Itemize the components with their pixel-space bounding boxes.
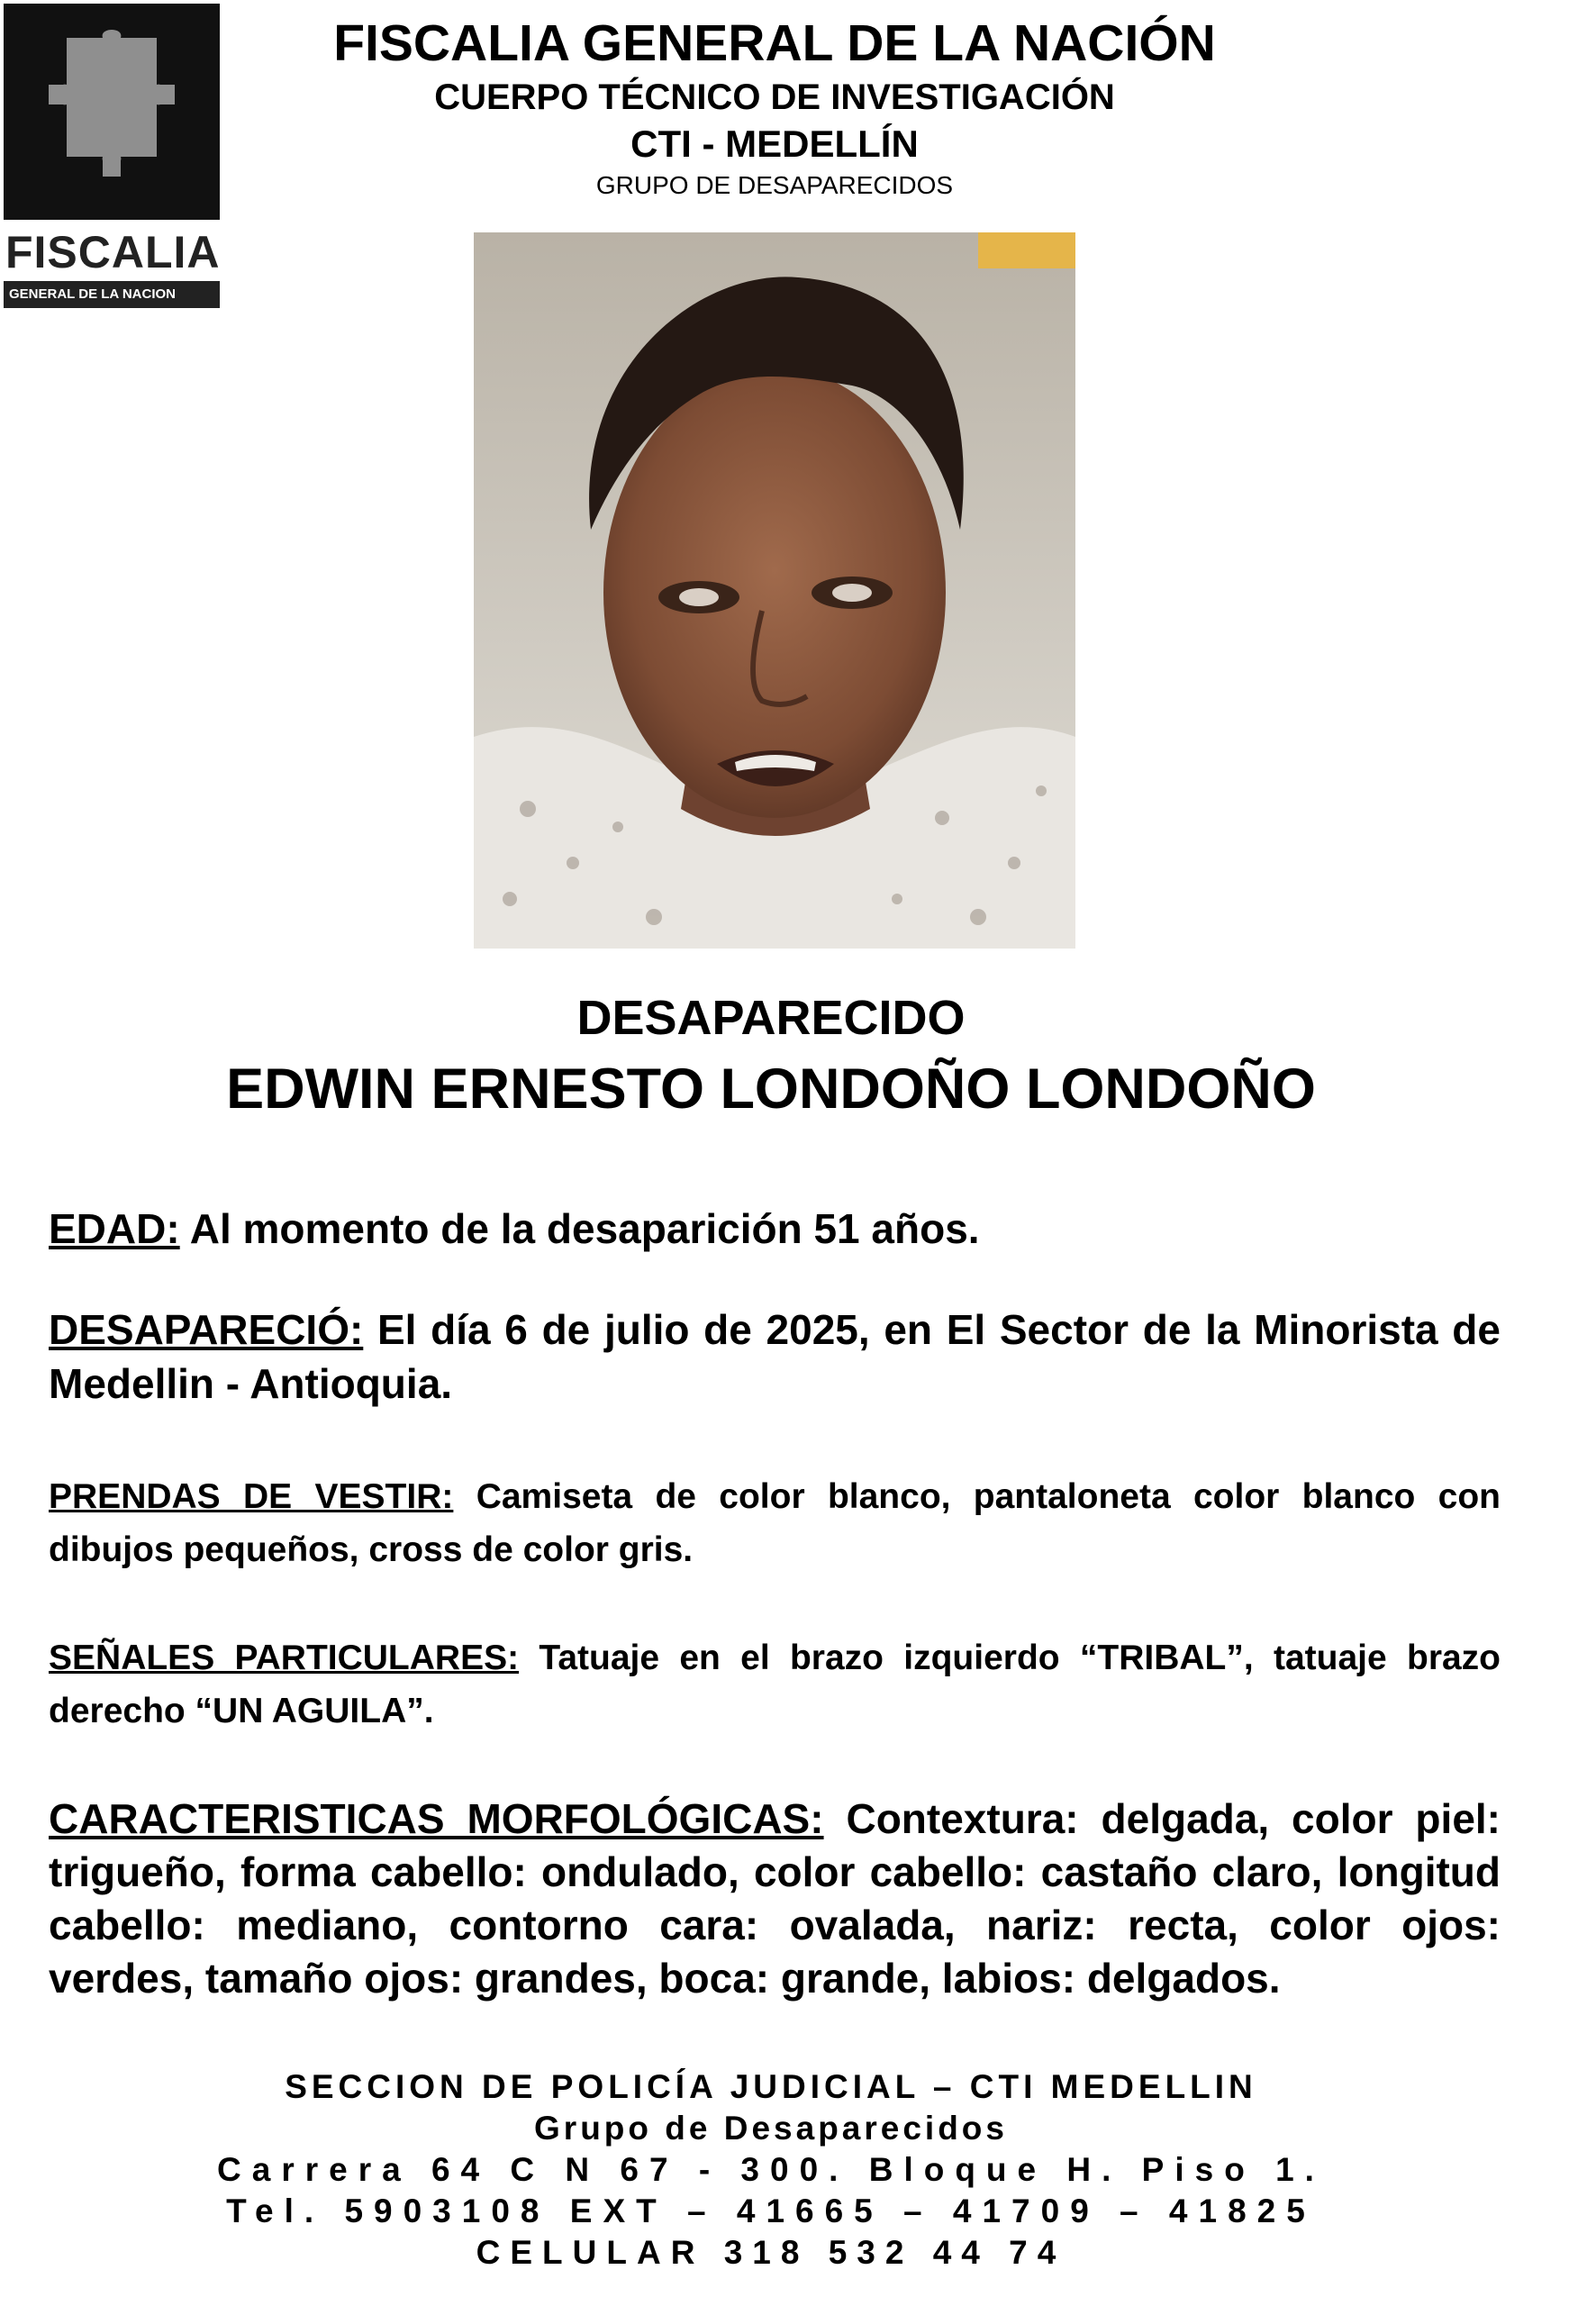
disappearance-value: El día 6 de julio de 2025, en El Sector de la Minorista de Medellin - Antioquia. (49, 1306, 1501, 1407)
portrait-image (474, 232, 1075, 949)
person-name: EDWIN ERNESTO LONDOÑO LONDOÑO (226, 1058, 1316, 1121)
marks-label: SEÑALES PARTICULARES: (49, 1639, 520, 1677)
puzzle-piece-icon (40, 22, 184, 202)
clothing-section (49, 1470, 1501, 1576)
morphology-label: CARACTERISTICAS MORFOLÓGICAS: (49, 1795, 824, 1842)
footer-group: Grupo de Desaparecidos (534, 2110, 1008, 2147)
age-section (49, 1202, 1501, 1256)
footer-address: Carrera 64 C N 67 - 300. Bloque H. Piso 1. (217, 2151, 1325, 2188)
marks-section (49, 1631, 1501, 1738)
header-group: GRUPO DE DESAPARECIDOS (595, 171, 954, 199)
fiscalia-logo (4, 4, 220, 308)
logo-subtitle: GENERAL DE LA NACION (4, 281, 220, 308)
disappearance-section (49, 1303, 1501, 1411)
morphology-value: Contextura: delgada, color piel: trigueño, forma cabello: ondulado, color cabello: castaño claro, longitud cabello: mediano, contorno cara: ovalada, nariz: recta, color ojos: verdes, tamaño ojos: grandes, boca: grande, labios: delgados. (49, 1795, 1501, 2002)
title-block (0, 984, 1542, 1126)
marks-value: Tatuaje en el brazo izquierdo “TRIBAL”, tatuaje brazo derecho “UN AGUILA”. (49, 1639, 1501, 1730)
clothing-value: Camiseta de color blanco, pantaloneta color blanco con dibujos pequeños, cross de color gris. (49, 1477, 1501, 1569)
header-institution: FISCALIA GENERAL DE LA NACIÓN (333, 14, 1216, 72)
header-office: CTI - MEDELLÍN (630, 123, 919, 165)
footer-phone: Tel. 5903108 EXT – 41665 – 41709 – 41825 (226, 2193, 1316, 2229)
footer-section: SECCION DE POLICÍA JUDICIAL – CTI MEDELLIN (285, 2068, 1257, 2105)
logo-emblem (4, 4, 220, 220)
footer-mobile: CELULAR 318 532 44 74 (476, 2234, 1066, 2271)
header-department: CUERPO TÉCNICO DE INVESTIGACIÓN (434, 77, 1115, 117)
contact-footer (0, 2066, 1542, 2274)
clothing-label: PRENDAS DE VESTIR: (49, 1477, 454, 1516)
disappearance-label: DESAPARECIÓ: (49, 1306, 364, 1353)
morphology-section (49, 1793, 1501, 2005)
status-label: DESAPARECIDO (576, 991, 966, 1045)
age-value: Al momento de la desaparición 51 años. (179, 1205, 980, 1252)
age-label: EDAD: (49, 1205, 180, 1252)
logo-word: FISCALIA (5, 227, 221, 277)
header (270, 13, 1279, 204)
missing-person-photo (474, 232, 1075, 949)
